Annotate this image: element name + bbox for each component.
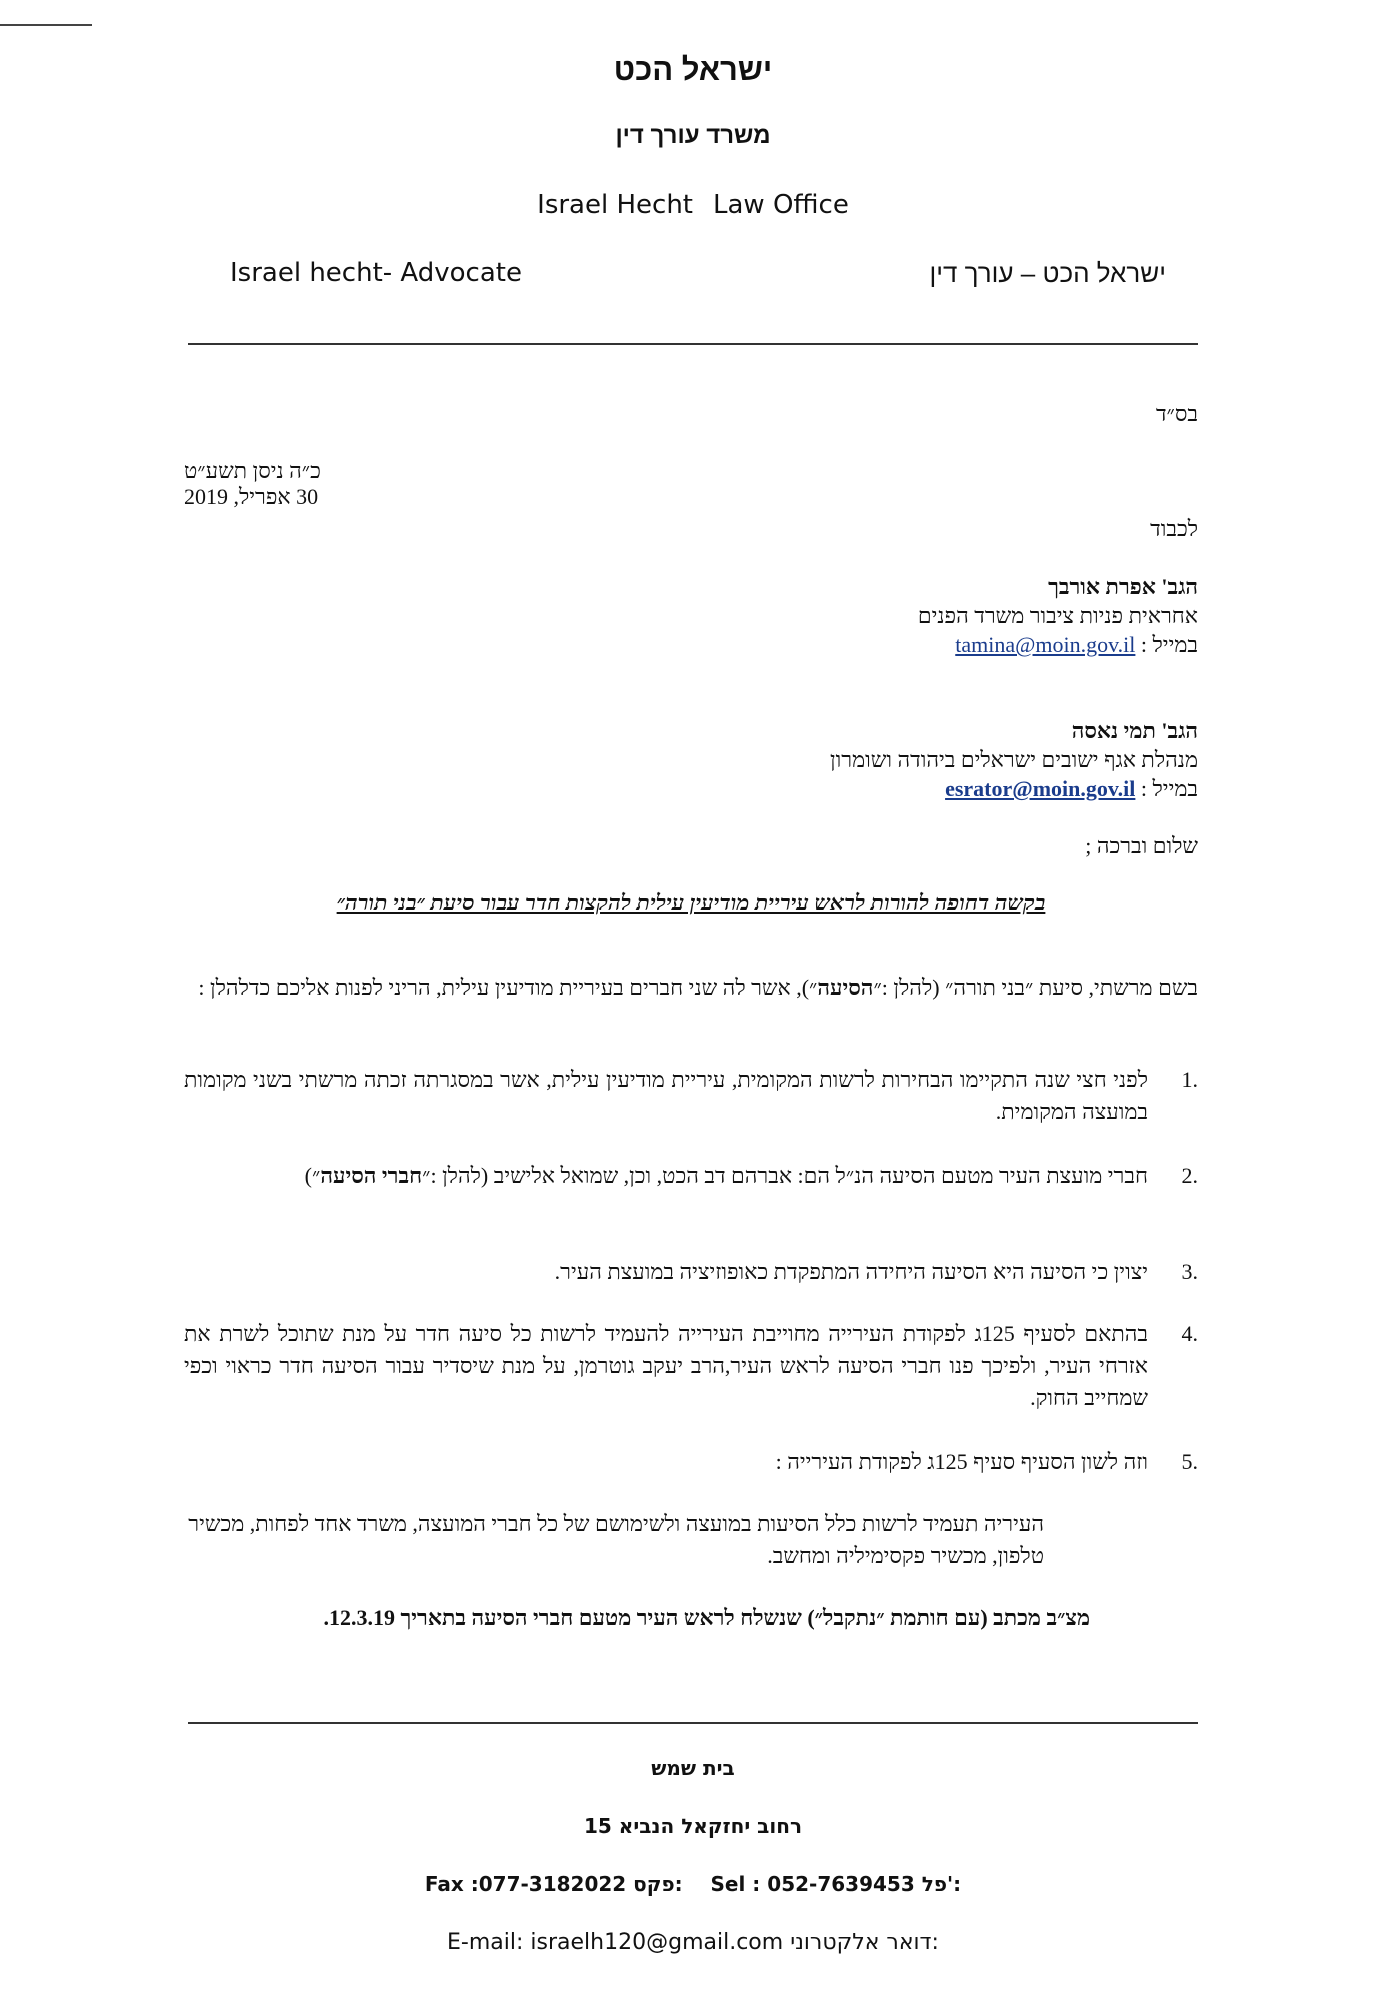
date-hebrew: כ״ה ניסן תשע״ט (184, 458, 321, 483)
footer-email[interactable]: israelh120@gmail.com (530, 1930, 784, 1955)
recipient-2-email-link[interactable]: esrator@moin.gov.il (945, 776, 1136, 801)
recipient-2-email-label: במייל : (1140, 776, 1198, 801)
fax-label-he: פקס: (633, 1872, 683, 1896)
list-item-3-text: יצוין כי הסיעה היא הסיעה היחידה המתפקדת כאופוזיציה במועצת העיר. (554, 1259, 1148, 1284)
bsd-mark: בס״ד (1155, 401, 1198, 426)
list-item-2-bold-term: חברי הסיעה (320, 1163, 423, 1188)
phone-number: 052-7639453 (767, 1872, 915, 1896)
advocate-he: ישראל הכט – עורך דין (929, 258, 1166, 288)
email-label-en: E-mail: (447, 1930, 524, 1955)
corner-rule (0, 24, 92, 26)
phone-label-he: פל': (921, 1872, 962, 1896)
list-item-2-number: 2. (1181, 1163, 1198, 1188)
list-item-2-text (184, 1160, 1148, 1192)
list-item-4 (184, 1318, 1198, 1414)
attachment-note: מצ״ב מכתב (עם חותמת ״נתקבל״) שנשלח לראש העיר מטעם חברי הסיעה בתאריך 12.3.19. (323, 1605, 1090, 1630)
list-item-4-number: 4. (1181, 1321, 1198, 1346)
letter-page (184, 0, 1198, 2000)
recipient-2-name: הגב' תמי נאסה (1071, 718, 1198, 743)
intro-part-2: ״), אשר לה שני חברים בעיריית מודיעין עילית, הריני לפנות אליכם כדלהלן : (198, 975, 818, 1000)
recipient-1-email-row (498, 630, 1198, 659)
to-label: לכבוד (1150, 516, 1198, 541)
recipient-2-email-row (498, 774, 1198, 803)
list-item-2-tail: ״) (304, 1163, 321, 1188)
letterhead-name: ישראל הכט (613, 52, 773, 87)
footer-divider (188, 1722, 1198, 1724)
list-item-5-text: וזה לשון הסעיף סעיף 125ג לפקודת העירייה : (775, 1449, 1148, 1474)
list-item-3 (184, 1256, 1198, 1288)
list-item-1-number: 1. (1181, 1067, 1198, 1092)
header-divider (188, 343, 1198, 345)
recipient-2 (498, 716, 1198, 803)
fax-label-en: Fax : (424, 1872, 479, 1896)
fax-number: 077-3182022 (478, 1872, 627, 1896)
footer-street: רחוב יחזקאל הנביא 15 (583, 1814, 803, 1838)
footer-phone-fax (188, 1872, 1198, 1896)
recipient-1-title: אחראית פניות ציבור משרד הפנים (917, 603, 1198, 628)
list-item-1-text: לפני חצי שנה התקיימו הבחירות לרשות המקומית, עיריית מודיעין עילית, אשר במסגרתה זכתה מרשתי בשני מקומות במועצה המקומית. (184, 1067, 1148, 1124)
list-item-2-text-main: חברי מועצת העיר מטעם הסיעה הנ״ל הם: אברהם דב הכט, וכן, שמואל אלישיב (להלן :״ (422, 1163, 1148, 1188)
footer-city: בית שמש (651, 1756, 735, 1780)
law-quote: העיריה תעמיד לרשות כלל הסיעות במועצה ולשימושם של כל חברי המועצה, משרד אחד לפחות, מכשיר טלפון, מכשיר פקסימיליה ומחשב. (188, 1511, 1044, 1568)
recipient-1 (498, 572, 1198, 659)
footer-email-row (188, 1930, 1198, 1955)
recipient-2-title: מנהלת אגף ישובים ישראלים ביהודה ושומרון (830, 747, 1198, 772)
date-gregorian: 30 אפריל, 2019 (184, 484, 319, 509)
phone-label-en: Sel : (710, 1872, 761, 1896)
letterhead-office-en: Law Office (713, 190, 849, 220)
recipient-1-email-link[interactable]: tamina@moin.gov.il (955, 632, 1136, 657)
intro-part-1: בשם מרשתי, סיעת ״בני תורה״ (להלן :״ (873, 975, 1198, 1000)
greeting: שלום וברכה ; (1085, 833, 1198, 858)
list-item-3-number: 3. (1181, 1259, 1198, 1284)
list-item-5 (184, 1446, 1198, 1478)
recipient-1-email-label: במייל : (1140, 632, 1198, 657)
letterhead-latin (188, 190, 1198, 220)
recipient-1-name: הגב' אפרת אורבך (1048, 574, 1198, 599)
advocate-en: Israel hecht- Advocate (230, 258, 522, 288)
intro-bold-term: הסיעה (817, 975, 874, 1000)
list-item-1 (184, 1064, 1198, 1128)
subject-line: בקשה דחופה להורות לראש עיריית מודיעין עילית להקצות חדר עבור סיעת ״בני תורה״ (336, 890, 1046, 915)
list-item-2 (184, 1160, 1198, 1192)
intro-paragraph (184, 972, 1198, 1004)
letterhead-office: משרד עורך דין (615, 122, 771, 149)
list-item-4-text: בהתאם לסעיף 125ג לפקודת העירייה מחוייבת העירייה להעמיד לרשות כל סיעה חדר על מנת שתוכל לשרת את אזרחי העיר, ולפיכך פנו חברי הסיעה לראש העיר,הרב יעקב גוטרמן, על מנת שיסדיר עבור הסיעה חדר כראוי וכפי שמחייב החוק. (184, 1321, 1149, 1410)
date-block (184, 458, 484, 510)
email-label-he: דואר אלקטרוני: (790, 1930, 939, 1955)
letterhead-name-en: Israel Hecht (537, 190, 693, 220)
list-item-5-number: 5. (1181, 1449, 1198, 1474)
